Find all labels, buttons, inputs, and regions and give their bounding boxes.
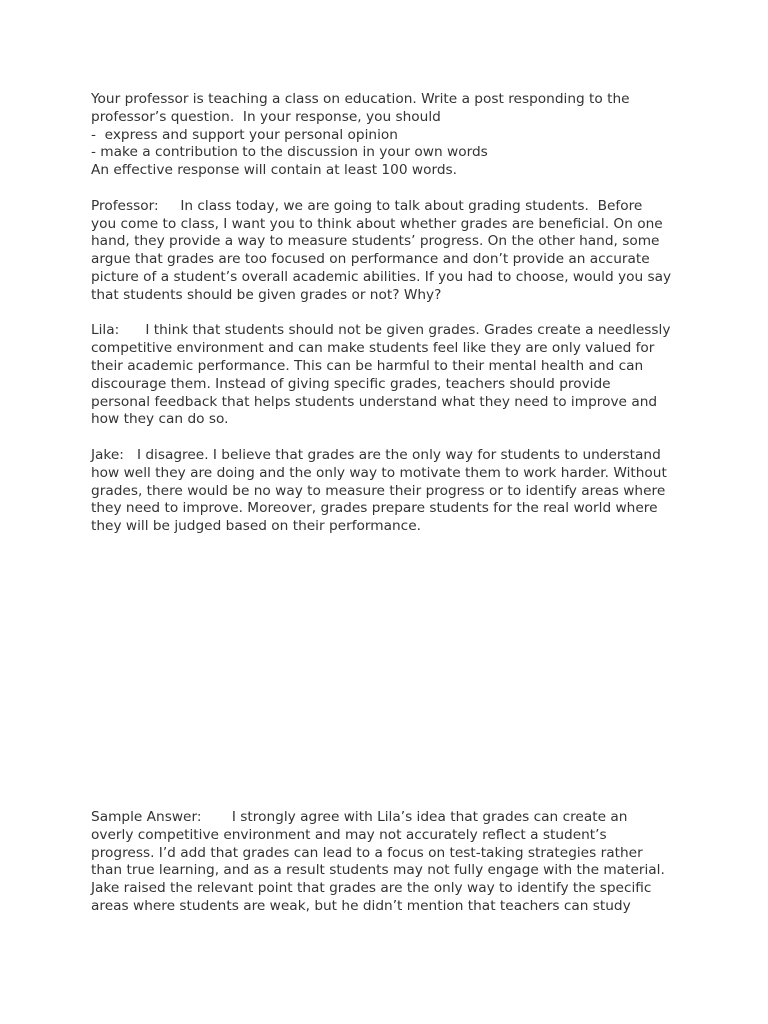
jake-line: how well they are doing and the only way to motivate them to work harder. Without	[91, 464, 667, 481]
professor-paragraph	[91, 198, 691, 305]
professor-line: picture of a student’s overall academic abilities. If you had to choose, would you say	[91, 268, 672, 285]
sample-answer-paragraph	[91, 809, 691, 916]
professor-line: you come to class, I want you to think about whether grades are beneficial. On one	[91, 215, 663, 232]
sample-answer-line: areas where students are weak, but he didn’t mention that teachers can study	[91, 897, 631, 914]
lila-line: personal feedback that helps students understand what they need to improve and	[91, 393, 658, 410]
prompt-line: professor’s question. In your response, you should	[91, 108, 441, 125]
sample-answer-line: overly competitive environment and may not accurately reflect a student’s	[91, 826, 607, 843]
sample-answer-line: Jake raised the relevant point that grades are the only way to identify the specific	[91, 880, 652, 897]
sample-answer-section	[91, 809, 691, 916]
professor-line: argue that grades are too focused on performance and don’t provide an accurate	[91, 251, 650, 268]
jake-line: they need to improve. Moreover, grades prepare students for the real world where	[91, 500, 658, 517]
paragraph-gap	[91, 429, 691, 447]
jake-line: they will be judged based on their performance.	[91, 518, 421, 535]
lila-line: discourage them. Instead of giving specific grades, teachers should provide	[91, 375, 611, 392]
jake-line: grades, there would be no way to measure their progress or to identify areas where	[91, 482, 666, 499]
lila-line: competitive environment and can make students feel like they are only valued for	[91, 340, 655, 357]
professor-line: hand, they provide a way to measure students’ progress. On the other hand, some	[91, 233, 660, 250]
prompt-line: - make a contribution to the discussion in your own words	[91, 144, 488, 161]
lila-line: their academic performance. This can be harmful to their mental health and can	[91, 357, 644, 374]
paragraph-gap	[91, 305, 691, 323]
document-body	[91, 91, 691, 536]
lila-line: Lila: I think that students should not be given grades. Grades create a needlessly	[91, 322, 671, 339]
lila-line: how they can do so.	[91, 411, 229, 428]
lila-paragraph	[91, 322, 691, 429]
prompt-line: Your professor is teaching a class on education. Write a post responding to the	[91, 91, 630, 107]
professor-line: Professor: In class today, we are going to talk about grading students. Before	[91, 197, 643, 214]
prompt-line: - express and support your personal opinion	[91, 126, 398, 143]
prompt-line: An effective response will contain at least 100 words.	[91, 162, 458, 179]
paragraph-gap	[91, 180, 691, 198]
jake-line: Jake: I disagree. I believe that grades are the only way for students to understand	[91, 446, 661, 463]
professor-line: that students should be given grades or not? Why?	[91, 286, 442, 303]
jake-paragraph	[91, 447, 691, 536]
sample-answer-line: Sample Answer: I strongly agree with Lila’s idea that grades can create an	[91, 809, 628, 825]
prompt-paragraph	[91, 91, 691, 180]
sample-answer-line: than true learning, and as a result students may not fully engage with the material.	[91, 862, 665, 879]
sample-answer-line: progress. I’d add that grades can lead to a focus on test-taking strategies rather	[91, 844, 643, 861]
